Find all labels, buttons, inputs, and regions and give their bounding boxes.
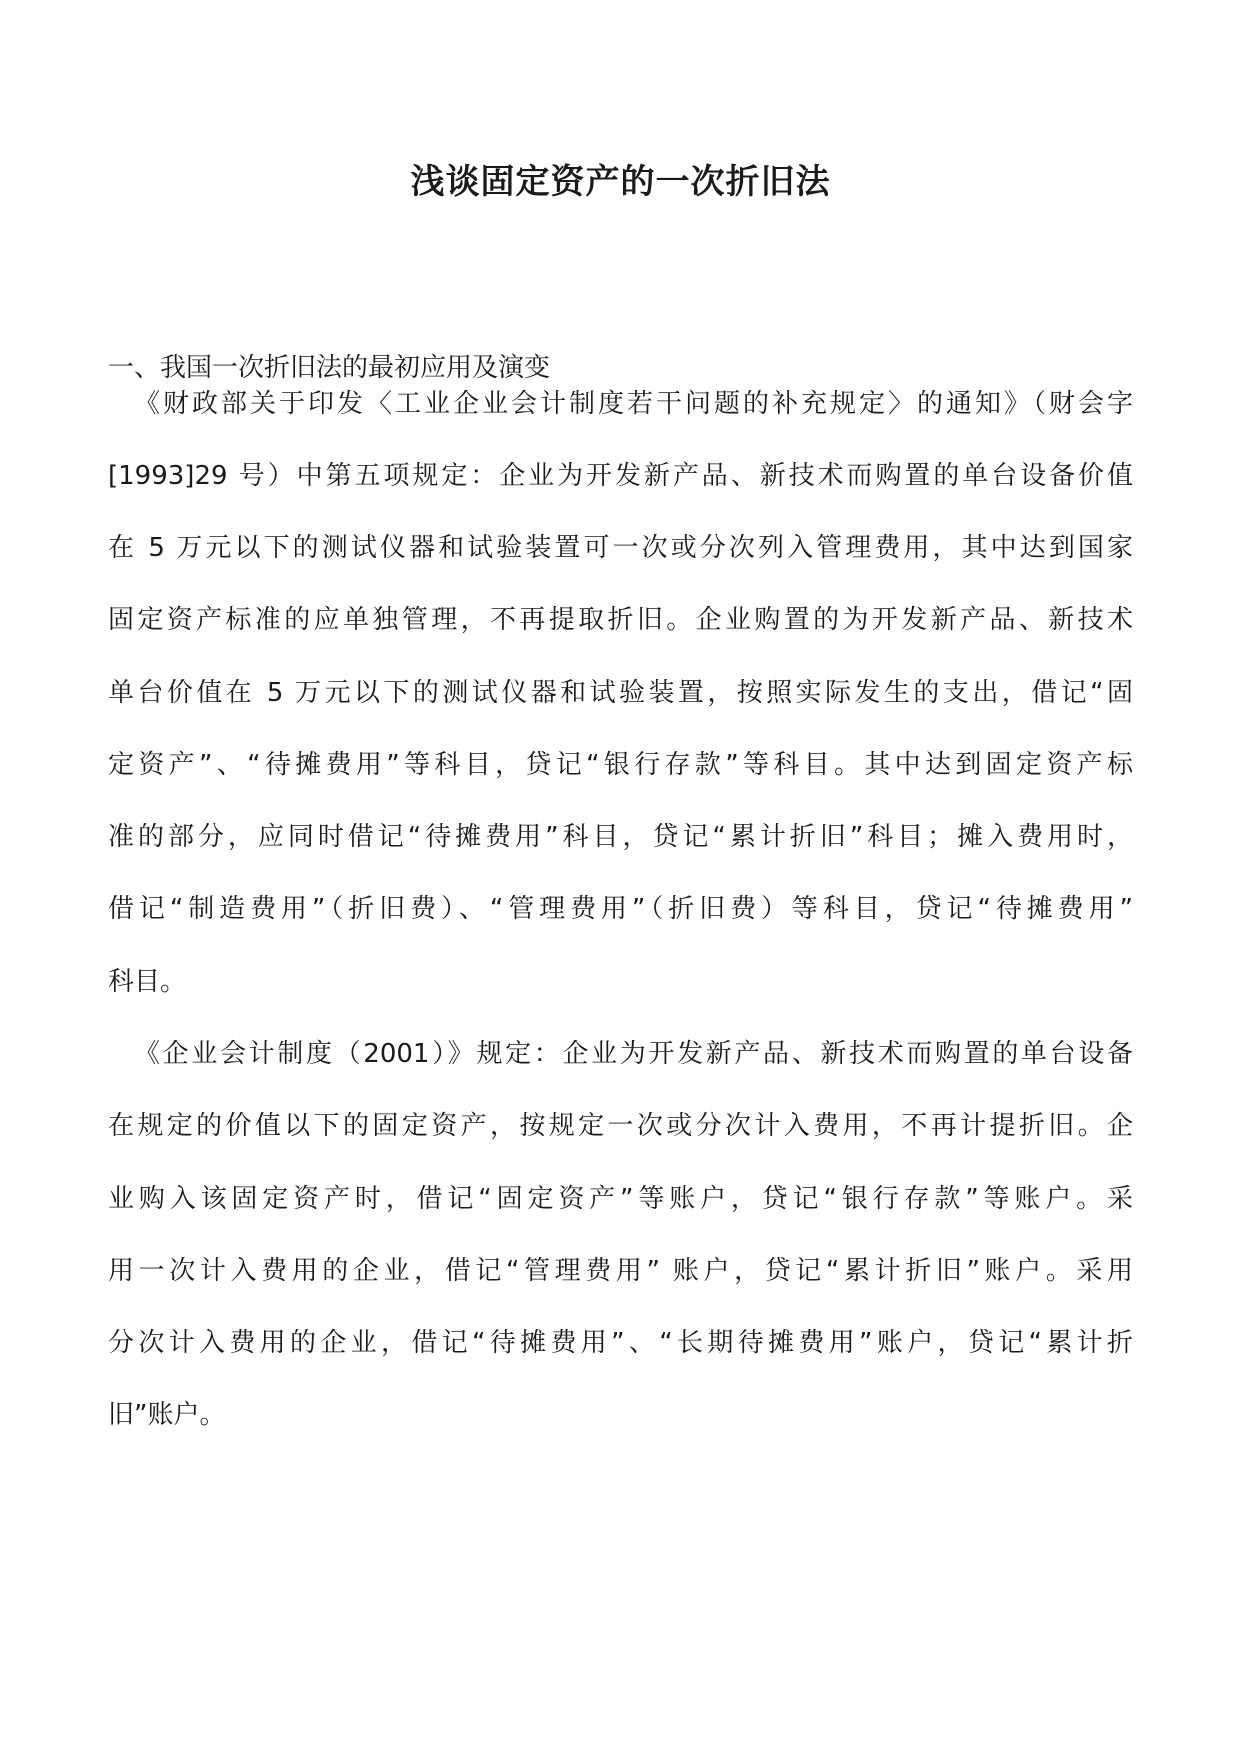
paragraph-2-line: 旧”账户。 [108,1400,226,1430]
paragraph-1-line: 在 5 万元以下的测试仪器和试验装置可一次或分次列入管理费用，其中达到国家 [108,533,1133,563]
paragraph-1-line: 科目。 [108,967,187,997]
paragraph-1-line: [1993]29 号）中第五项规定：企业为开发新产品、新技术而购置的单台设备价值 [108,461,1133,491]
paragraph-1-line: 固定资产标准的应单独管理，不再提取折旧。企业购置的为开发新产品、新技术 [108,605,1133,635]
paragraph-2-line: 分次计入费用的企业，借记“待摊费用”、“长期待摊费用”账户，贷记“累计折 [108,1328,1133,1358]
paragraph-2-line: 《企业会计制度（2001）》规定：企业为开发新产品、新技术而购置的单台设备 [134,1039,1133,1069]
section-heading: 一、我国一次折旧法的最初应用及演变 [108,353,551,383]
paragraph-2-line: 用一次计入费用的企业，借记“管理费用” 账户，贷记“累计折旧”账户。采用 [108,1256,1133,1286]
paragraph-1-line: 准的部分，应同时借记“待摊费用”科目，贷记“累计折旧”科目；摊入费用时， [108,822,1133,852]
paragraph-1-line: 定资产”、“待摊费用”等科目，贷记“银行存款”等科目。其中达到固定资产标 [108,750,1133,780]
paragraph-2-line: 在规定的价值以下的固定资产，按规定一次或分次计入费用，不再计提折旧。企 [108,1111,1133,1141]
paragraph-1-line: 单台价值在 5 万元以下的测试仪器和试验装置，按照实际发生的支出，借记“固 [108,678,1133,708]
paragraph-1-line: 《财政部关于印发〈工业企业会计制度若干问题的补充规定〉的通知》（财会字 [134,389,1133,419]
paragraph-2-line: 业购入该固定资产时，借记“固定资产”等账户，贷记“银行存款”等账户。采 [108,1184,1133,1214]
paragraph-1-line: 借记“制造费用”（折旧费）、“管理费用”（折旧费）等科目，贷记“待摊费用” [108,894,1133,924]
document-title: 浅谈固定资产的一次折旧法 [410,162,831,202]
